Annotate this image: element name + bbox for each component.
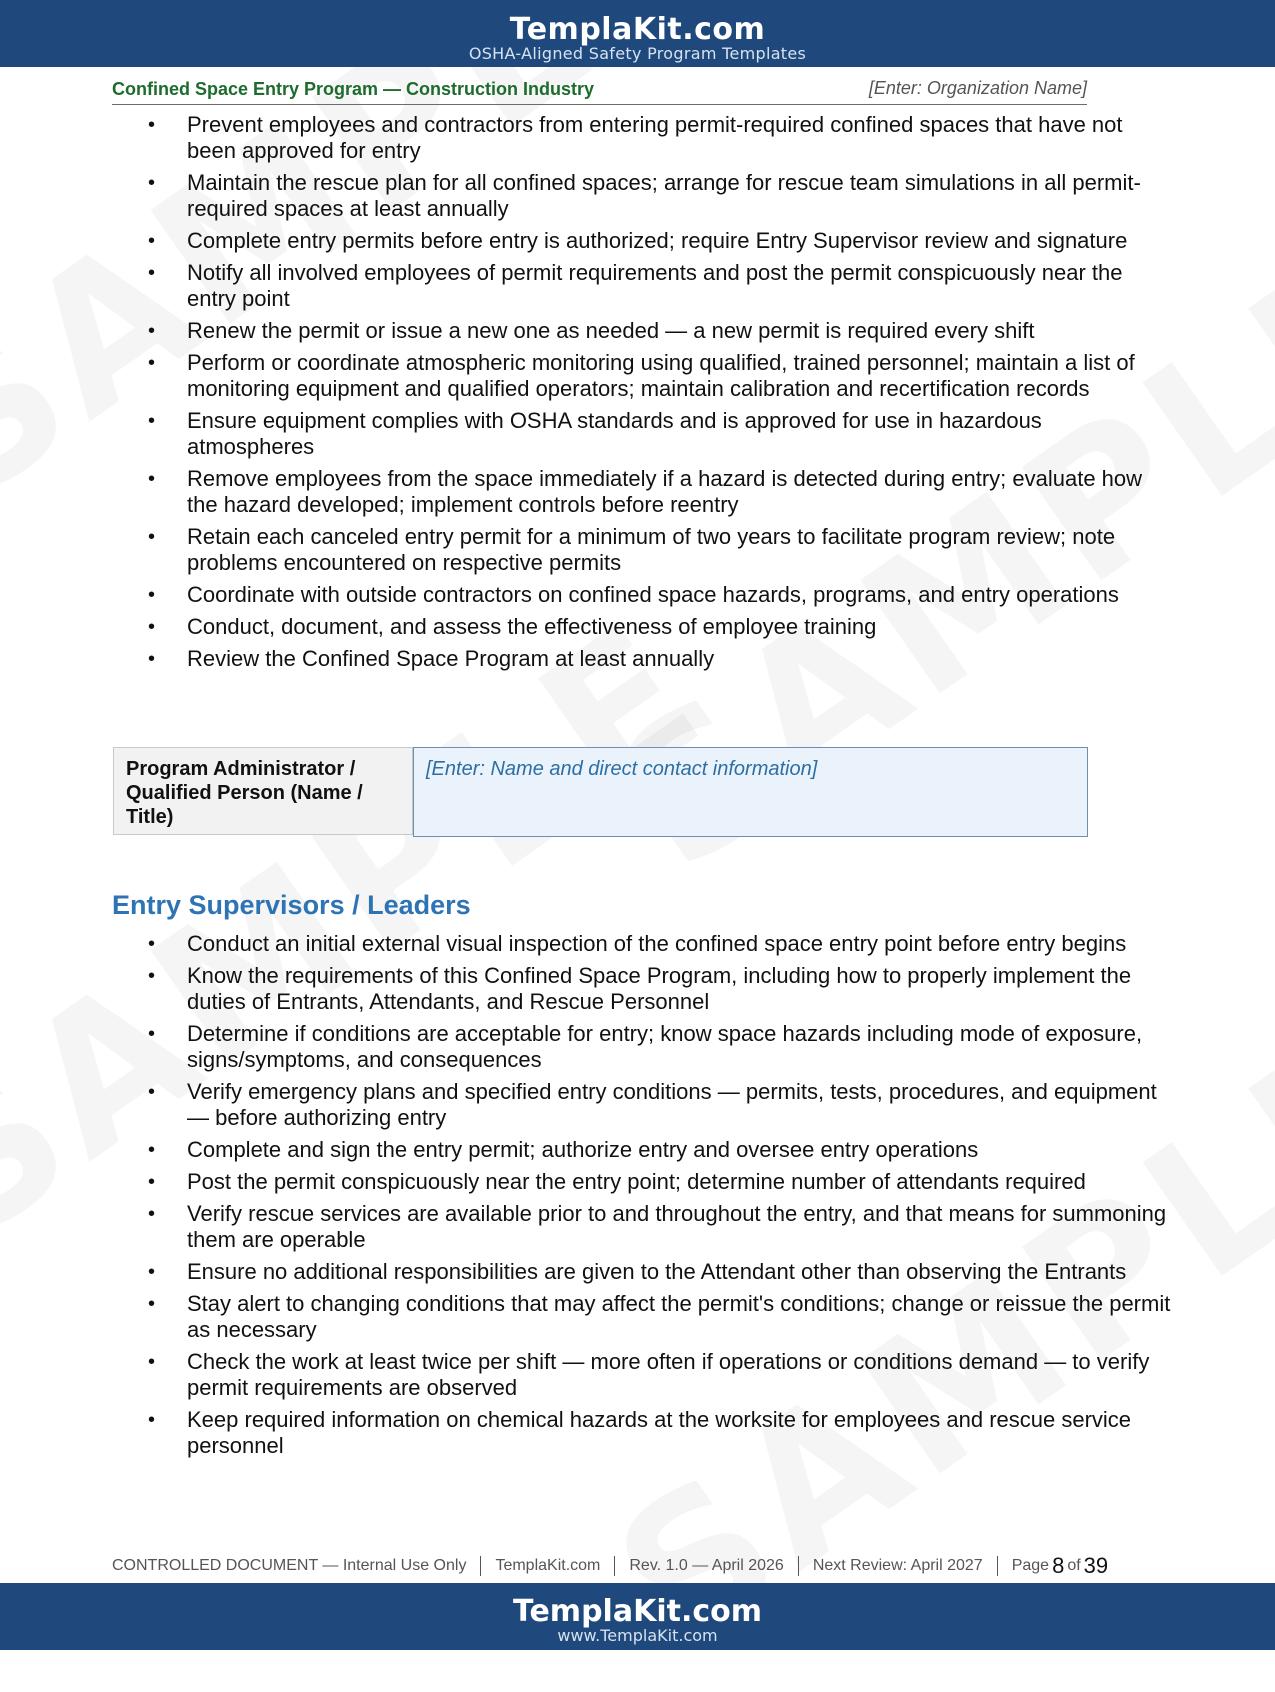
responsibilities-list [112,112,1172,678]
list-item: • Remove employees from the space immediately if a hazard is detected during entry; evaluate how the hazard developed; implement controls before reentry [112,466,1172,518]
supervisor-duties-list [112,931,1172,1465]
list-item: • Verify emergency plans and specified entry conditions — permits, tests, procedures, and equipment — before authorizing entry [112,1079,1172,1131]
list-item: • Notify all involved employees of permit requirements and post the permit conspicuously near the entry point [112,260,1172,312]
list-item: • Perform or coordinate atmospheric monitoring using qualified, trained personnel; maintain a list of monitoring equipment and qualified operators; maintain calibration and recertification records [112,350,1172,402]
footer-page-total: 39 [1083,1553,1109,1578]
list-item: • Renew the permit or issue a new one as needed — a new permit is required every shift [112,318,1172,344]
list-item: • Conduct, document, and assess the effectiveness of employee training [112,614,1172,640]
list-item: • Conduct an initial external visual inspection of the confined space entry point before entry begins [112,931,1172,957]
list-item: • Ensure no additional responsibilities are given to the Attendant other than observing the Entrants [112,1259,1172,1285]
bottom-banner [0,1583,1275,1650]
running-header [112,76,1087,105]
list-item: • Know the requirements of this Confined Space Program, including how to properly implement the duties of Entrants, Attendants, and Rescue Personnel [112,963,1172,1015]
contact-input-field[interactable]: [Enter: Name and direct contact information] [413,747,1088,837]
list-item: • Ensure equipment complies with OSHA standards and is approved for use in hazardous atmospheres [112,408,1172,460]
footer-page-word: Page [1011,1557,1050,1574]
list-item: • Maintain the rescue plan for all confined spaces; arrange for rescue team simulations in all permit-required spaces at least annually [112,170,1172,222]
document-title: Confined Space Entry Program — Construction Industry [112,79,595,99]
list-item: • Verify rescue services are available prior to and throughout the entry, and that means for summoning them are operable [112,1201,1172,1253]
list-item: • Check the work at least twice per shift — more often if operations or conditions demand — to verify permit requirements are observed [112,1349,1172,1401]
list-item: • Coordinate with outside contractors on confined space hazards, programs, and entry operations [112,582,1172,608]
contact-table [113,747,1088,837]
organization-placeholder: [Enter: Organization Name] [868,78,1087,98]
footer-divider [997,1556,998,1576]
footer-of-word: of [1067,1557,1081,1574]
list-item: • Review the Confined Space Program at least annually [112,646,1172,672]
footer-revision: Rev. 1.0 — April 2026 [629,1557,784,1574]
list-item: • Prevent employees and contractors from entering permit-required confined spaces that have not been approved for entry [112,112,1172,164]
footer-divider [798,1556,799,1576]
list-item: • Complete entry permits before entry is authorized; require Entry Supervisor review and signature [112,228,1172,254]
list-item: • Stay alert to changing conditions that may affect the permit's conditions; change or reissue the permit as necessary [112,1291,1172,1343]
section-heading: Entry Supervisors / Leaders [112,890,471,920]
list-item: • Complete and sign the entry permit; authorize entry and oversee entry operations [112,1137,1172,1163]
top-banner [0,0,1275,67]
footer-divider [480,1556,481,1576]
list-item: • Retain each canceled entry permit for a minimum of two years to facilitate program review; note problems encountered on respective permits [112,524,1172,576]
bottom-url: www.TemplaKit.com [557,1626,718,1645]
brand-tagline: OSHA-Aligned Safety Program Templates [468,44,807,63]
list-item: • Post the permit conspicuously near the entry point; determine number of attendants required [112,1169,1172,1195]
footer-next-review: Next Review: April 2027 [812,1557,983,1574]
footer-divider [614,1556,615,1576]
page-footer [112,1553,1163,1579]
list-item: • Determine if conditions are acceptable for entry; know space hazards including mode of exposure, signs/symptoms, and consequences [112,1021,1172,1073]
brand-logo: TemplaKit.com [509,12,766,47]
contact-label: Program Administrator / Qualified Person (Name / Title) [113,747,413,835]
footer-controlled-notice: CONTROLLED DOCUMENT — Internal Use Only [112,1557,467,1574]
bottom-brand-logo: TemplaKit.com [512,1594,762,1629]
footer-site: TemplaKit.com [495,1557,601,1574]
list-item: • Keep required information on chemical hazards at the worksite for employees and rescue service personnel [112,1407,1172,1459]
footer-page-number: 8 [1052,1553,1065,1578]
